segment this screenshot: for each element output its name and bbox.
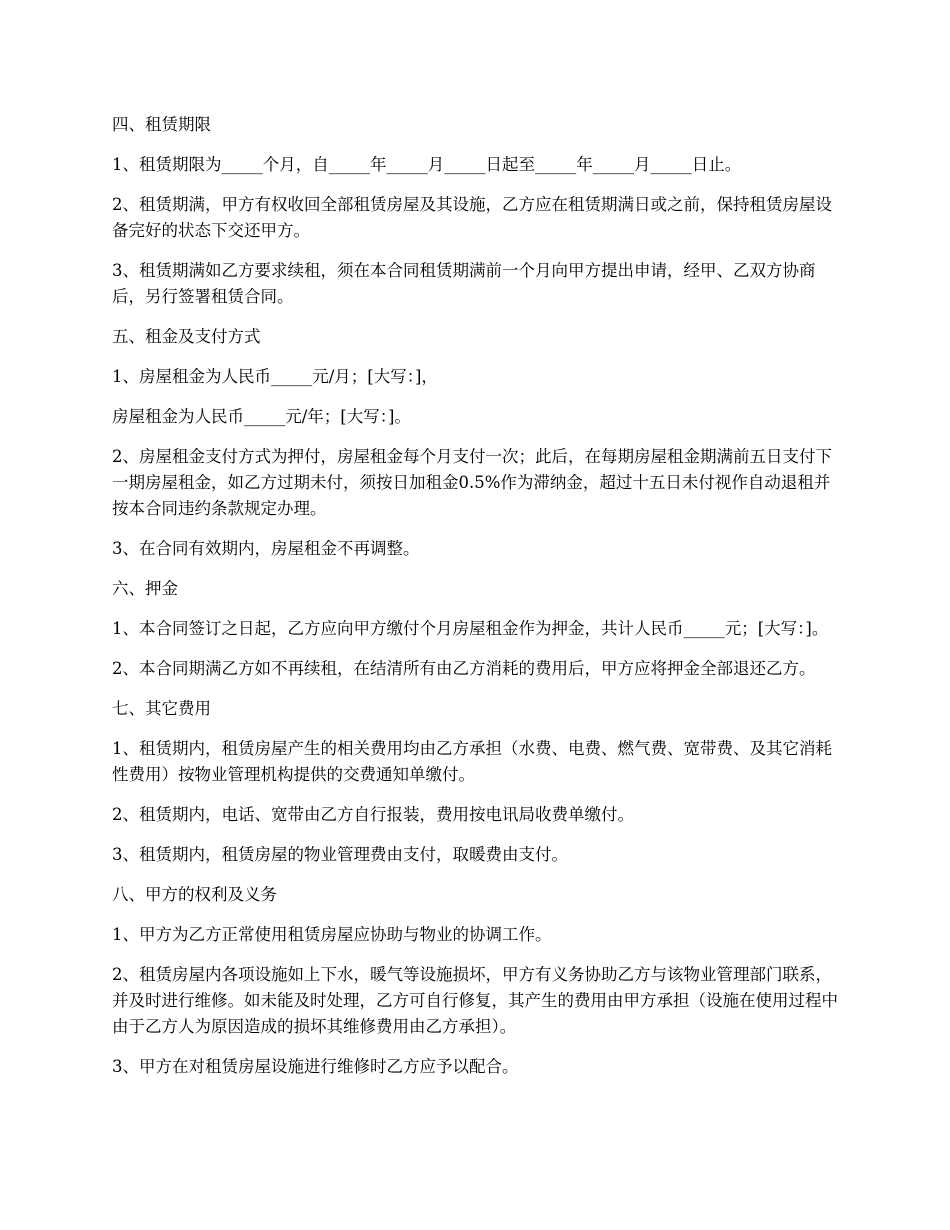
section-heading-term: 四、租赁期限 [112, 115, 211, 134]
clause-rent-1-monthly: 1、房屋租金为人民币_____元/月；[大写：]， [112, 367, 438, 386]
clause-term-1: 1、租赁期限为_____个月，自_____年_____月_____日起至_____年_____月_____日止。 [112, 155, 742, 174]
clause-fees-3: 3、租赁期内，租赁房屋的物业管理费由支付，取暖费由支付。 [112, 845, 568, 864]
clause-term-2: 2、租赁期满，甲方有权收回全部租赁房屋及其设施，乙方应在租赁期满日或之前，保持租赁房屋设备完好的状态下交还甲方。 [112, 195, 832, 240]
clause-landlord-2: 2、租赁房屋内各项设施如上下水，暖气等设施损坏，甲方有义务协助乙方与该物业管理部门联系，并及时进行维修。如未能及时处理，乙方可自行修复，其产生的费用由甲方承担（设施在使用过程中由于乙方人为原因造成的损坏其维修费用由乙方承担）。 [112, 965, 838, 1036]
clause-deposit-2: 2、本合同期满乙方如不再续租，在结清所有由乙方消耗的费用后，甲方应将押金全部退还乙方。 [112, 659, 816, 678]
section-heading-rent: 五、租金及支付方式 [112, 327, 261, 346]
clause-landlord-1: 1、甲方为乙方正常使用租赁房屋应协助与物业的协调工作。 [112, 925, 552, 944]
clause-term-3: 3、租赁期满如乙方要求续租，须在本合同租赁期满前一个月向甲方提出申请，经甲、乙双方协商后，另行签署租赁合同。 [112, 261, 816, 306]
section-heading-landlord-rights: 八、甲方的权利及义务 [112, 885, 277, 904]
document-body [112, 112, 842, 1094]
clause-fees-2: 2、租赁期内，电话、宽带由乙方自行报装，费用按电讯局收费单缴付。 [112, 805, 634, 824]
clause-rent-2: 2、房屋租金支付方式为押付，房屋租金每个月支付一次；此后，在每期房屋租金期满前五日支付下一期房屋租金，如乙方过期未付，须按日加租金0.5%作为滞纳金，超过十五日未付视作自动退租并按本合同违约条款规定办理。 [112, 447, 832, 518]
clause-rent-3: 3、在合同有效期内，房屋租金不再调整。 [112, 539, 420, 558]
clause-rent-1-yearly: 房屋租金为人民币_____元/年；[大写：]。 [112, 407, 411, 426]
clause-landlord-3: 3、甲方在对租赁房屋设施进行维修时乙方应予以配合。 [112, 1057, 519, 1076]
clause-deposit-1: 1、本合同签订之日起，乙方应向甲方缴付个月房屋租金作为押金，共计人民币_____元；[大写：]。 [112, 619, 829, 638]
section-heading-deposit: 六、押金 [112, 579, 178, 598]
clause-fees-1: 1、租赁期内，租赁房屋产生的相关费用均由乙方承担（水费、电费、燃气费、宽带费、及其它消耗性费用）按物业管理机构提供的交费通知单缴付。 [112, 739, 832, 784]
section-heading-other-fees: 七、其它费用 [112, 699, 211, 718]
